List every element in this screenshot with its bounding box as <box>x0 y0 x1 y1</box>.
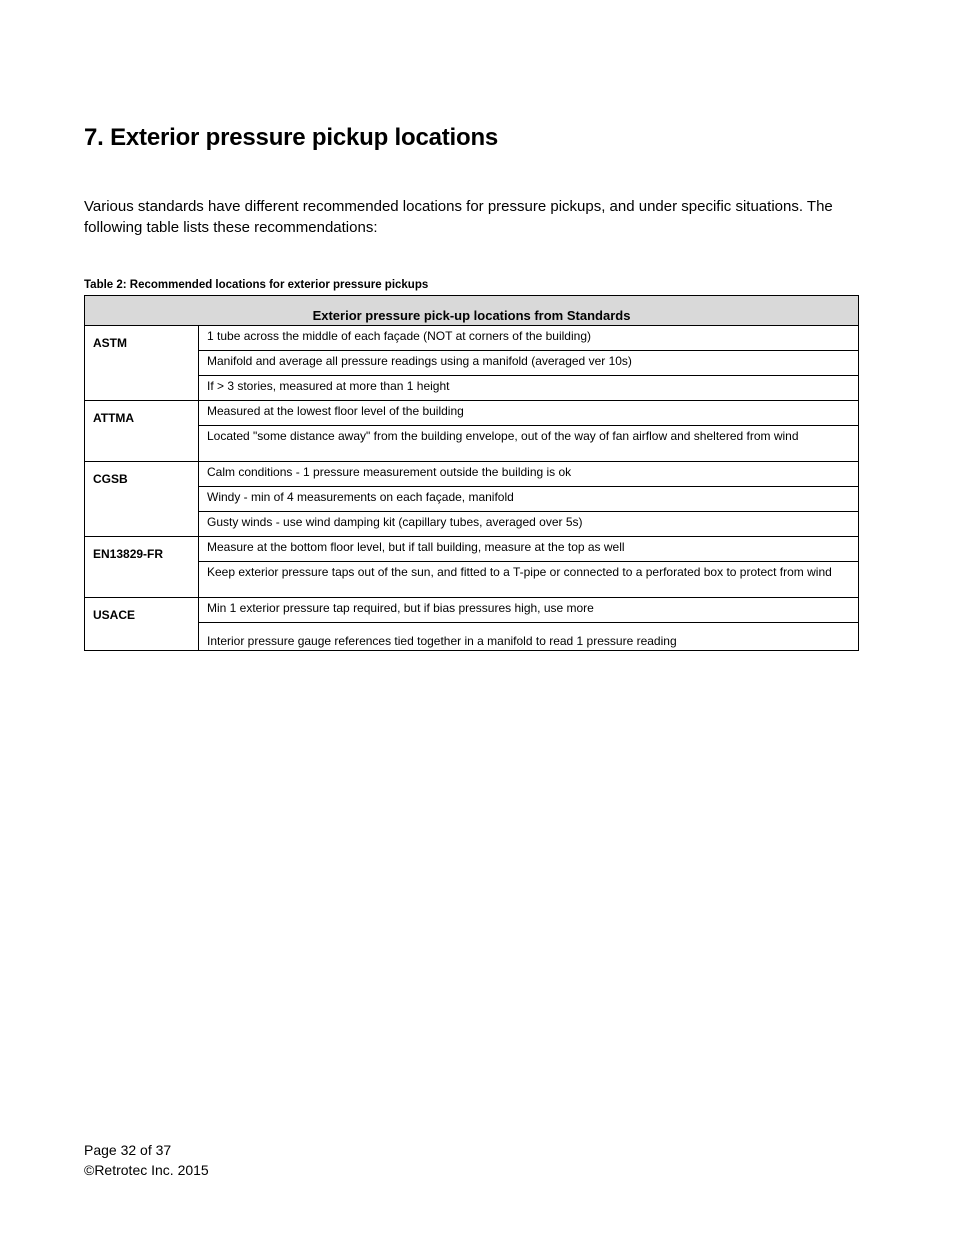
table-row <box>85 462 859 487</box>
table-header-row <box>85 296 859 326</box>
standard-name-en13829-fr: EN13829-FR <box>85 537 199 598</box>
table-row <box>85 376 859 401</box>
recommendation-cell: Measure at the bottom floor level, but if tall building, measure at the top as well <box>199 537 859 562</box>
recommendation-cell: 1 tube across the middle of each façade (NOT at corners of the building) <box>199 326 859 351</box>
table-caption: Table 2: Recommended locations for exterior pressure pickups <box>84 279 429 291</box>
table-header: Exterior pressure pick-up locations from Standards <box>85 296 859 326</box>
table-row <box>85 537 859 562</box>
page-number: Page 32 of 37 <box>84 1142 172 1158</box>
recommendation-cell: If > 3 stories, measured at more than 1 height <box>199 376 859 401</box>
table-row <box>85 598 859 623</box>
table-row <box>85 562 859 598</box>
table-row <box>85 426 859 462</box>
copyright-notice: ©Retrotec Inc. 2015 <box>84 1162 209 1178</box>
standards-table <box>84 295 859 651</box>
page-footer <box>84 1140 209 1180</box>
recommendation-cell: Located "some distance away" from the building envelope, out of the way of fan airflow and sheltered from wind <box>199 426 859 462</box>
standard-name-astm: ASTM <box>85 326 199 401</box>
table-row <box>85 512 859 537</box>
table-row <box>85 487 859 512</box>
recommendation-cell: Interior pressure gauge references tied together in a manifold to read 1 pressure reading <box>199 623 859 651</box>
intro-paragraph: Various standards have different recommended locations for pressure pickups, and under specific situations. The following table lists these recommendations: <box>84 198 833 236</box>
recommendation-cell: Measured at the lowest floor level of the building <box>199 401 859 426</box>
standard-name-cgsb: CGSB <box>85 462 199 537</box>
recommendation-cell: Manifold and average all pressure readings using a manifold (averaged ver 10s) <box>199 351 859 376</box>
recommendation-cell: Min 1 exterior pressure tap required, but if bias pressures high, use more <box>199 598 859 623</box>
standard-name-attma: ATTMA <box>85 401 199 462</box>
recommendation-cell: Windy - min of 4 measurements on each façade, manifold <box>199 487 859 512</box>
table-row <box>85 351 859 376</box>
table-row <box>85 623 859 651</box>
recommendation-cell: Gusty winds - use wind damping kit (capillary tubes, averaged over 5s) <box>199 512 859 537</box>
recommendation-cell: Keep exterior pressure taps out of the sun, and fitted to a T-pipe or connected to a perforated box to protect from wind <box>199 562 859 598</box>
table-row <box>85 326 859 351</box>
standard-name-usace: USACE <box>85 598 199 651</box>
recommendation-cell: Calm conditions - 1 pressure measurement outside the building is ok <box>199 462 859 487</box>
section-heading: 7. Exterior pressure pickup locations <box>84 124 499 151</box>
table-row <box>85 401 859 426</box>
